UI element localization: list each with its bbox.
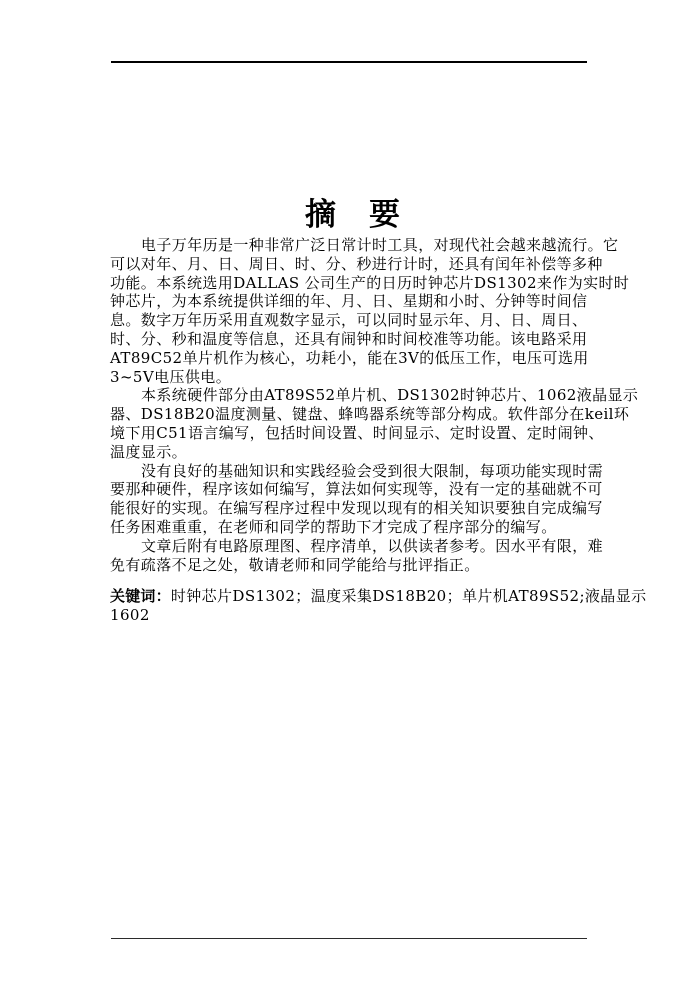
text-line: 电子万年历是一种非常广泛日常计时工具，对现代社会越来越流行。它 bbox=[141, 236, 619, 254]
text-line: 任务困难重重，在老师和同学的帮助下才完成了程序部分的编写。 bbox=[110, 517, 557, 536]
keywords-section bbox=[110, 587, 647, 625]
keywords-line bbox=[110, 587, 647, 606]
text-line: 文章后附有电路原理图、程序清单，以供读者参考。因水平有限，难 bbox=[141, 536, 604, 555]
text-line: 境下用C51语言编写，包括时间设置、时间显示、定时设置、定时闹钟、 bbox=[110, 423, 604, 442]
text-line: 免有疏落不足之处，敬请老师和同学能给与批评指正。 bbox=[110, 555, 480, 574]
keywords-continuation: 1602 bbox=[110, 606, 150, 625]
abstract-paragraph-2 bbox=[110, 386, 639, 461]
keywords-text: 时钟芯片DS1302；温度采集DS18B20；单片机AT89S52;液晶显示 bbox=[170, 587, 647, 606]
text-line: AT89C52单片机作为核心，功耗小，能在3V的低压工作，电压可选用 bbox=[110, 348, 589, 367]
text-line: 息。数字万年历采用直观数字显示，可以同时显示年、月、日、周日、 bbox=[110, 311, 588, 330]
abstract-paragraph-1 bbox=[110, 236, 630, 386]
header-rule bbox=[111, 61, 587, 63]
text-line: 器、DS18B20温度测量、键盘、蜂鸣器系统等部分构成。软件部分在keil环 bbox=[110, 405, 630, 424]
text-line: 3~5V电压供电。 bbox=[110, 367, 232, 386]
text-line: 没有良好的基础知识和实践经验会受到很大限制，每项功能实现时需 bbox=[141, 461, 604, 480]
text-line: 钟芯片，为本系统提供详细的年、月、日、星期和小时、分钟等时间信 bbox=[110, 292, 588, 311]
text-line: 可以对年、月、日、周日、时、分、秒进行计时，还具有闰年补偿等多种 bbox=[110, 254, 603, 273]
text-line: 时、分、秒和温度等信息，还具有闹钟和时间校准等功能。该电路采用 bbox=[110, 329, 588, 348]
page-title: 摘 要 bbox=[305, 196, 401, 233]
text-line: 能很好的实现。在编写程序过程中发现以现有的相关知识要独自完成编写 bbox=[110, 499, 603, 518]
text-line: 本系统硬件部分由AT89S52单片机、DS1302时钟芯片、1062液晶显示 bbox=[141, 386, 639, 405]
text-line: 功能。本系统选用DALLAS 公司生产的日历时钟芯片DS1302来作为实时时 bbox=[110, 273, 630, 292]
abstract-paragraph-3 bbox=[110, 462, 602, 537]
abstract-paragraph-4 bbox=[110, 537, 602, 575]
text-line: 要那种硬件，程序该如何编写，算法如何实现等，没有一定的基础就不可 bbox=[110, 480, 603, 499]
abstract-body bbox=[110, 236, 647, 625]
footer-rule bbox=[111, 938, 587, 939]
text-line: 温度显示。 bbox=[110, 442, 188, 461]
keywords-label: 关键词： bbox=[110, 587, 171, 606]
